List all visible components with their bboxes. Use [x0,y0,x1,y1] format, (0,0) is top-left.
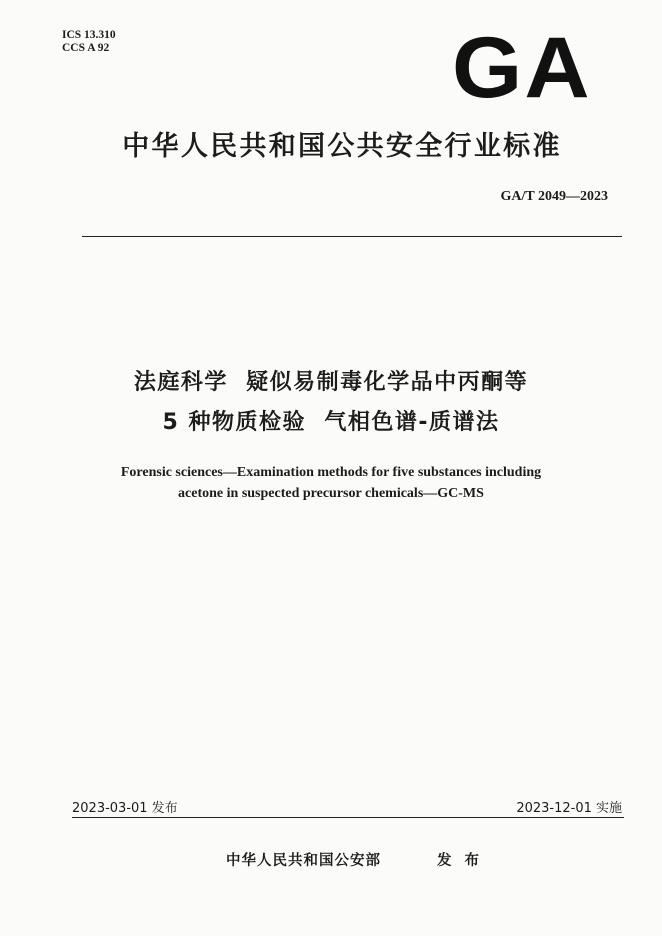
issue-label: 发 布 [437,853,484,869]
implementation-date: 2023-12-01 实施 [516,801,622,816]
ga-logo: GA [452,20,592,116]
ccs-code: CCS A 92 [62,42,110,54]
footer-divider [72,817,624,818]
chinese-title-line-2: 5 种物质检验 气相色谱-质谱法 [162,410,500,435]
chinese-title-line-1: 法庭科学 疑似易制毒化学品中丙酮等 [133,370,529,395]
header-divider [82,236,622,237]
english-title-line-1: Forensic sciences—Examination methods for five substances including [120,465,542,480]
issue-date: 2023-03-01 发布 [72,801,178,816]
english-title-line-2: acetone in suspected precursor chemicals—GC-MS [178,486,484,501]
standard-category-title: 中华人民共和国公共安全行业标准 [122,131,562,162]
issuing-authority: 中华人民共和国公安部 [226,853,381,869]
standard-number: GA/T 2049—2023 [500,189,608,204]
classification-codes [62,29,116,55]
ics-code: ICS 13.310 [62,29,116,41]
